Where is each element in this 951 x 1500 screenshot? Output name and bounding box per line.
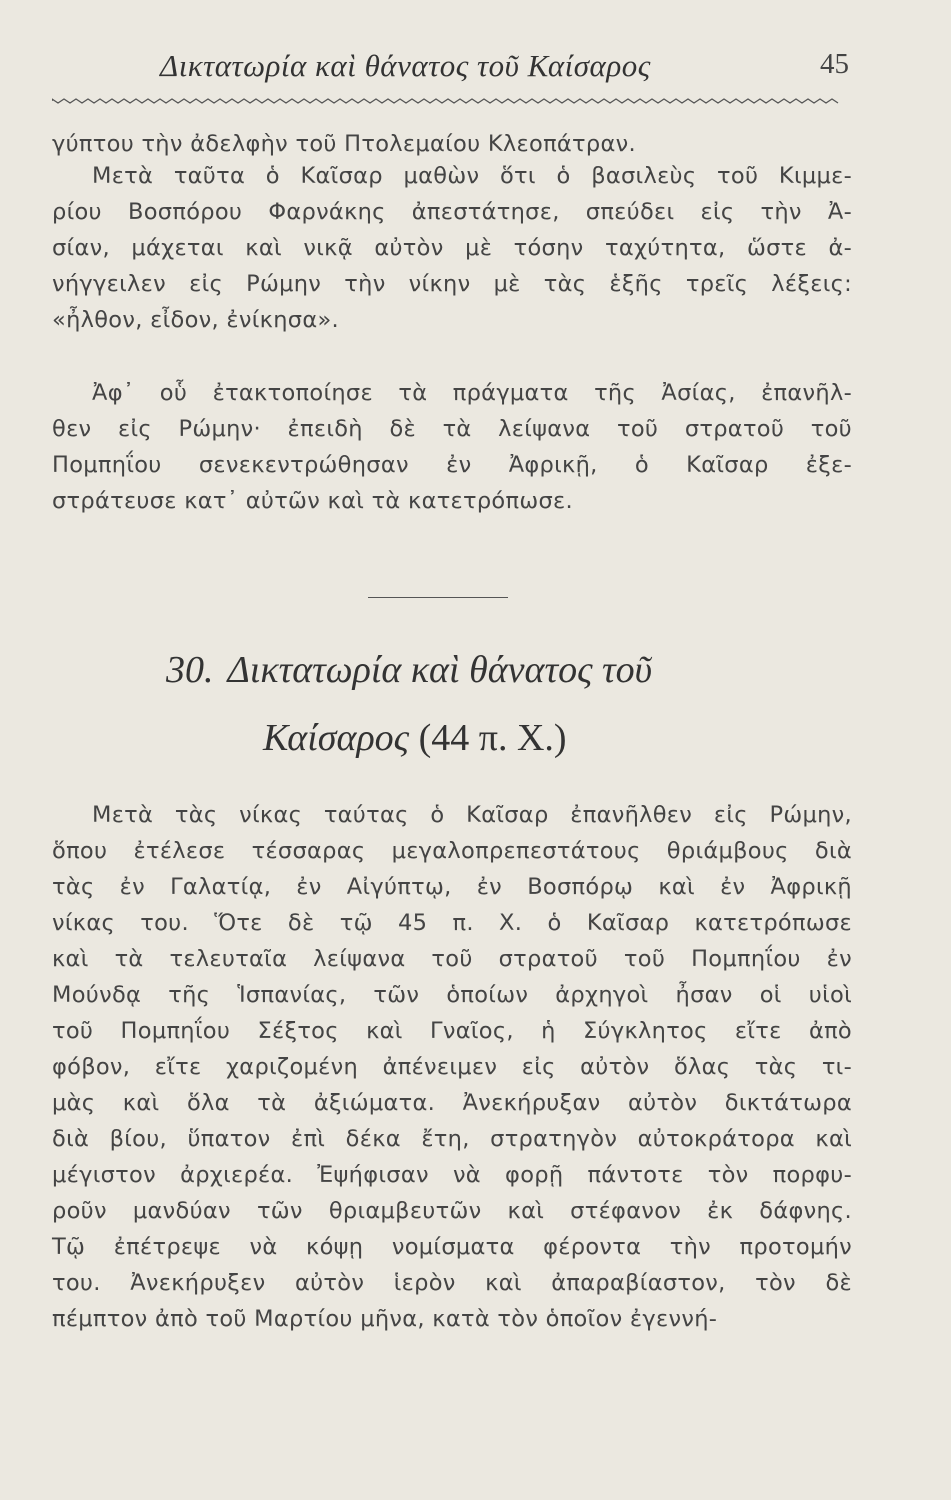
text-line: θεν εἰς Ρώμην· ἐπειδὴ δὲ τὰ λείψανα τοῦ στρατοῦ τοῦ <box>52 416 852 442</box>
text-line: Μετὰ ταῦτα ὁ Καῖσαρ μαθὼν ὅτι ὁ βασιλεὺς τοῦ Κιμμε- <box>92 163 852 189</box>
text-line: καὶ τὰ τελευταῖα λείψανα τοῦ στρατοῦ τοῦ Πομπηΐου ἐν <box>52 946 852 972</box>
section-separator-rule <box>368 597 508 598</box>
paragraph-pharnaces <box>52 158 852 338</box>
text-line: μέγιστον ἀρχιερέα. Ἐψήφισαν νὰ φορῇ πάντοτε τὸν πορφυ- <box>52 1162 852 1188</box>
page-number: 45 <box>820 48 849 80</box>
paragraph-dictatorship <box>52 797 852 1337</box>
text-line: στράτευσε κατ᾿ αὐτῶν καὶ τὰ κατετρόπωσε. <box>52 488 573 514</box>
running-head: Δικτατωρία καὶ θάνατος τοῦ Καίσαρος <box>160 48 651 83</box>
section-number: 30. <box>166 649 214 691</box>
text-line: φόβον, εἴτε χαριζομένη ἀπένειμεν εἰς αὐτὸν ὅλας τὰς τι- <box>52 1054 852 1080</box>
text-line: Μούνδᾳ τῆς Ἱσπανίας, τῶν ὁποίων ἀρχηγοὶ ἦσαν οἱ υἱοὶ <box>52 982 852 1008</box>
text-line: πέμπτον ἀπὸ τοῦ Μαρτίου μῆνα, κατὰ τὸν ὁποῖον ἐγεννή- <box>52 1306 718 1332</box>
text-line: διὰ βίου, ὕπατον ἐπὶ δέκα ἔτη, στρατηγὸν αὐτοκράτορα καὶ <box>52 1126 852 1152</box>
text-line: ροῦν μανδύαν τῶν θριαμβευτῶν καὶ στέφανον ἐκ δάφνης. <box>52 1198 852 1224</box>
text-line: τοῦ Πομπηΐου Σέξτος καὶ Γναῖος, ἡ Σύγκλητος εἴτε ἀπὸ <box>52 1018 852 1044</box>
text-line: του. Ἀνεκήρυξεν αὐτὸν ἱερὸν καὶ ἀπαραβίαστον, τὸν δὲ <box>52 1270 852 1296</box>
text-line: Τῷ ἐπέτρεψε νὰ κόψῃ νομίσματα φέροντα τὴν προτομήν <box>52 1234 852 1260</box>
section-heading <box>166 648 652 692</box>
text-line: «ἦλθον, εἶδον, ἐνίκησα». <box>52 307 339 333</box>
text-line: ὅπου ἐτέλεσε τέσσαρας μεγαλοπρεπεστάτους θριάμβους διὰ <box>52 838 852 864</box>
section-title-date: (44 π. Χ.) <box>418 717 567 759</box>
text-line: τὰς ἐν Γαλατίᾳ, ἐν Αἰγύπτῳ, ἐν Βοσπόρῳ καὶ ἐν Ἀφρικῇ <box>52 874 852 900</box>
text-line: Μετὰ τὰς νίκας ταύτας ὁ Καῖσαρ ἐπανῆλθεν εἰς Ρώμην, <box>92 802 852 828</box>
text-line: ρίου Βοσπόρου Φαρνάκης ἀπεστάτησε, σπεύδει εἰς τὴν Ἀ- <box>52 199 852 225</box>
text-line: μὰς καὶ ὅλα τὰ ἀξιώματα. Ἀνεκήρυξαν αὐτὸν δικτάτωρα <box>52 1090 852 1116</box>
section-title-name: Καίσαρος <box>263 717 410 759</box>
section-title-line-1: Δικτατωρία καὶ θάνατος τοῦ <box>227 649 653 691</box>
wavy-rule-divider <box>52 96 842 106</box>
text-line: γύπτου τὴν ἀδελφὴν τοῦ Πτολεμαίου Κλεοπάτραν. <box>52 131 636 157</box>
paragraph-continuation <box>52 126 852 162</box>
paragraph-africa <box>52 375 852 519</box>
text-line: νήγγειλεν εἰς Ρώμην τὴν νίκην μὲ τὰς ἑξῆς τρεῖς λέξεις: <box>52 271 852 297</box>
text-line: σίαν, μάχεται καὶ νικᾷ αὐτὸν μὲ τόσην ταχύτητα, ὥστε ἀ- <box>52 235 852 261</box>
text-line: νίκας του. Ὅτε δὲ τῷ 45 π. Χ. ὁ Καῖσαρ κατετρόπωσε <box>52 910 852 936</box>
text-line: Ἀφ᾿ οὗ ἐτακτοποίησε τὰ πράγματα τῆς Ἀσίας, ἐπανῆλ- <box>92 380 852 406</box>
section-heading-continued <box>263 716 567 760</box>
text-line: Πομπηΐου σενεκεντρώθησαν ἐν Ἀφρικῇ, ὁ Καῖσαρ ἐξε- <box>52 452 852 478</box>
